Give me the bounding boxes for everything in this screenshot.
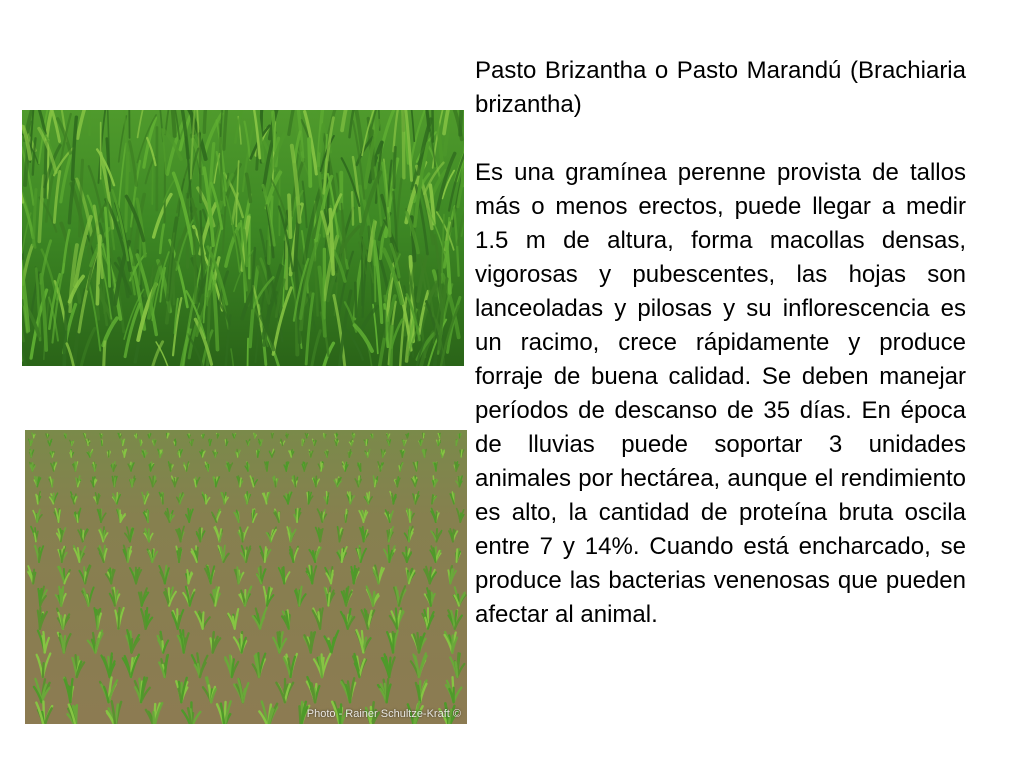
- grass-rows-photo: [25, 430, 467, 724]
- photo-credit: Photo - Rainer Schultze-Kraft ©: [306, 708, 461, 720]
- grass-rows-image: [25, 430, 467, 724]
- text-column: [475, 54, 966, 632]
- grass-field-image: [22, 110, 464, 366]
- slide-title: Pasto Brizantha o Pasto Marandú (Brachiaria brizantha): [475, 57, 966, 118]
- grass-field-photo: [22, 110, 464, 366]
- slide-body: Es una gramínea perenne provista de tallos más o menos erectos, puede llegar a medir 1.5 m de altura, forma macollas densas, vigorosas y pubescentes, las hojas son lanceoladas y pilosas y su inflorescencia es un racimo, crece rápidamente y produce forraje de buena calidad. Se deben manejar períodos de descanso de 35 días. En época de lluvias puede soportar 3 unidades animales por hectárea, aunque el rendimiento es alto, la cantidad de proteína bruta oscila entre 7 y 14%. Cuando está encharcado, se produce las bacterias venenosas que pueden afectar al animal.: [475, 159, 966, 628]
